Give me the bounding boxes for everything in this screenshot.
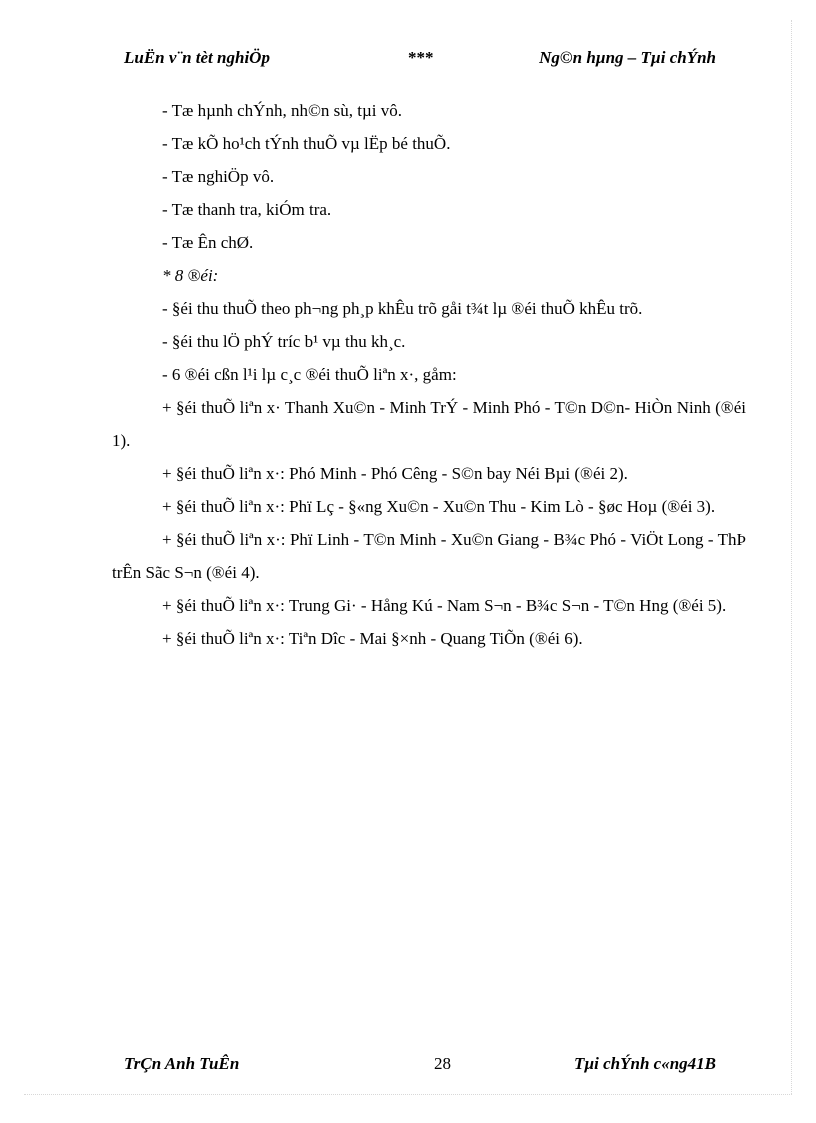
list-item: - Tæ kÕ ho¹ch tÝnh thuÕ vµ lËp bé thuÕ. xyxy=(162,134,451,153)
list-item: - 6 ®éi cßn l¹i lµ c¸c ®éi thuÕ liªn x·, gåm: xyxy=(162,365,457,384)
list-item: + §éi thuÕ liªn x·: Tiªn Dîc - Mai §×nh - Quang TiÕn (®éi 6). xyxy=(162,629,583,648)
list-item: - Tæ Ên chØ. xyxy=(162,233,254,252)
header-separator: *** xyxy=(408,48,434,67)
page-bottom-border xyxy=(24,1094,792,1095)
list-item: + §éi thuÕ liªn x·: Phï Linh - T©n Minh - Xu©n Giang - B¾c Phó - ViÖt Long - ThÞ trÊn Sãc S¬n (®éi 4). xyxy=(112,530,746,582)
header-title: LuËn v¨n tèt nghiÖp xyxy=(124,48,270,67)
footer-author: TrÇn Anh TuÊn xyxy=(124,1054,240,1073)
list-item: - Tæ nghiÖp vô. xyxy=(162,167,275,186)
list-item: - §éi thu lÖ phÝ tríc b¹ vµ thu kh¸c. xyxy=(162,332,406,351)
list-item: + §éi thuÕ liªn x·: Phó Minh - Phó Cêng - S©n bay Néi Bµi (®éi 2). xyxy=(162,464,628,483)
section-label: * 8 ®éi: xyxy=(162,266,219,285)
header-department: Ng©n hµng – Tµi chÝnh xyxy=(539,48,716,67)
page-footer xyxy=(124,1054,724,1078)
page-number: 28 xyxy=(434,1054,451,1073)
page-right-border xyxy=(791,20,792,1094)
footer-class: Tµi chÝnh c«ng41B xyxy=(573,1054,716,1073)
list-item: + §éi thuÕ liªn x· Thanh Xu©n - Minh TrÝ - Minh Phó - T©n D©n- HiÒn Ninh (®éi 1). xyxy=(112,398,746,450)
page-header xyxy=(124,48,724,72)
list-item: - §éi thu thuÕ theo ph¬ng ph¸p khÊu trõ gåi t¾t lµ ®éi thuÕ khÊu trõ. xyxy=(162,299,643,318)
list-item: - Tæ thanh tra, kiÓm tra. xyxy=(162,200,332,219)
document-body xyxy=(112,94,746,655)
list-item: + §éi thuÕ liªn x·: Trung Gi· - Hång Kú - Nam S¬n - B¾c S¬n - T©n Hng (®éi 5). xyxy=(162,596,727,615)
list-item: + §éi thuÕ liªn x·: Phï Lç - §«ng Xu©n - Xu©n Thu - Kim Lò - §øc Hoµ (®éi 3). xyxy=(162,497,716,516)
list-item: - Tæ hµnh chÝnh, nh©n sù, tµi vô. xyxy=(162,101,402,120)
